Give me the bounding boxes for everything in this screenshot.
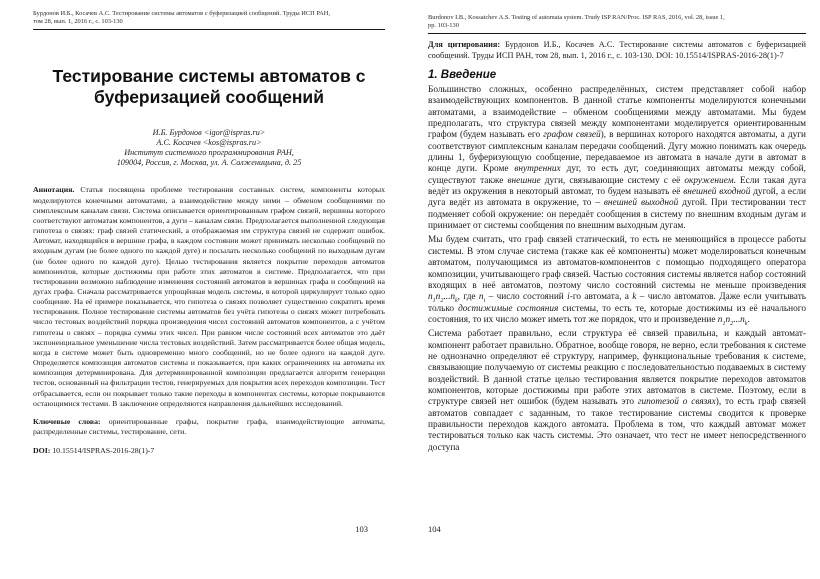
body-paragraph-2: Мы будем считать, что граф связей статический, то есть не меняющийся в процессе работы системы. В этом случае система (также как её компоненты) может моделироваться конечным автоматом, получающимся из автоматов-компонентов с помощью подходящего оператора композиции, учитывающего граф связей. Частью состояния системы является набор состояний входящих в неё автоматов, поэтому число состояний системы не меньше произведения $n_1n_2...n_k$, где $n_i$ – число состояний i-го автомата, а k – число автоматов. Даже если учитывать только достижимые состояния системы, то есть те, которые достижимы из её начального состояния, то их число может иметь тот же порядок, что и произведение $n_1n_2...n_k$.	[428, 235, 806, 327]
authors-block	[33, 128, 385, 169]
page-number-right: 104	[428, 524, 441, 534]
running-header-right-line1: Burdonov I.B., Kossatchev A.S. Testing of automata system. Trudy ISP RAN/Proc. ISP RAS, 2016, vol. 28, issue 1,	[428, 14, 725, 21]
citation-paragraph: Для цитирования: Бурдонов И.Б., Косачев А.С. Тестирование системы автоматов с буферизацией сообщений. Труды ИСП РАН, том 28, вып. 1, 2016 г., с. 103-130. DOI: 10.15514/ISPRAS-2016-28(1)-7	[428, 39, 806, 60]
author-line-2: А.С. Косачев <kos@ispras.ru>	[156, 137, 262, 147]
running-header-left	[33, 0, 385, 27]
body-paragraph-3: Система работает правильно, если структура её связей правильна, и каждый автомат-компонент работает правильно. Обратное, вообще говоря, не верно, если требования к системе не однозначно определяют её структуру, например, функциональные требования к системе, связывающие получаемую от системы реакцию с последовательностью подаваемых в систему воздействий. В данной статье целью тестирования является покрытие переходов автоматов компонентов, которые достижимы при работе этих автоматов в системе. Поэтому, если в структуре связей нет ошибок (будем называть это гипотезой о связях), то есть граф связей автоматов совпадает с заданным, то такое тестирование системы сводится к проверке правильности переходов каждого автомата. Проблема в том, что каждый автомат может тестироваться только как часть системы. Это означает, что тест не имеет непосредственного доступа	[428, 329, 807, 453]
right-text-column	[428, 0, 806, 454]
section-heading-introduction: 1. Введение	[428, 69, 497, 81]
doi-line: DOI: 10.15514/ISPRAS-2016-28(1)-7	[33, 446, 155, 456]
author-line-1: И.Б. Бурдонов <igor@ispras.ru>	[152, 127, 266, 137]
paper-title: Тестирование системы автоматов с буферизацией сообщений	[52, 65, 366, 108]
header-rule-left	[33, 29, 385, 30]
page-number-left: 103	[355, 524, 368, 534]
keywords-paragraph: Ключевые слова: ориентированные графы, покрытие графа, взаимодействующие автоматы, распределенные системы, тестирование, сети.	[33, 416, 385, 436]
abstract-paragraph: Аннотация. Статья посвящена проблеме тестирования составных систем, компоненты которых моделируются конечными автоматами, а взаимодействие между ними – обменом сообщениями по симплексным каналам связи. Система описывается ориентированным графом связей, вершины которого соответствуют автоматам компонентов, а дуги – каналам связи. Предполагается выполненной следующая гипотеза о связях: граф связей статический, а отображаемая им структура связей не содержит ошибок. Автомат, находящийся в вершине графа, в каждом состоянии может принимать несколько сообщений по входным дугам (не более одного по каждой дуге) и посылать несколько сообщений по выходным дугам (не более одного по каждой дуге). Целью тестирования является покрытие переходов автоматов компонентов, которые достижимы при работе этих автоматов в системе. Предполагается, что при тестировании возможно наблюдение изменения состояний автоматов в вершинах графа и сообщений на дугах графа. Сначала рассматривается упрощённая модель системы, в которой циркулирует только одно сообщение. На её примере показывается, что гипотеза о связях позволяет существенно сократить время тестирования. Полное тестирование системы автоматов без учёта гипотезы о связях может потребовать число тестовых воздействий порядка произведения чисел состояний автоматов компонентов, а с учётом гипотезы о связях – порядка суммы этих чисел. При равном числе состояний всех автоматов это даёт экспоненциальное уменьшение числа тестовых воздействий. Затем рассматривается более общая модель, когда в системе может быть одновременно много сообщений, но не более одного на каждой дуге. Определяется композиция автоматов системы и показывается, при каких ограничениях на автоматы их композиция детерминирована. Для детерминированной композиции предлагается алгоритм генерации тестов, основанный на фильтрации тестов, генерируемых для покрытия всех переходов композиции. Тест отбрасывается, если он покрывает только такие переходы в компонентах системы, которые покрываются остающимися тестами. В заключение определяются направления дальнейших исследований.	[33, 185, 385, 408]
running-header-left-line2: том 28, вып. 1, 2016 г., с. 103-130	[33, 18, 123, 26]
left-text-column	[33, 0, 385, 456]
body-paragraph-1: Большинство сложных, особенно распределённых, систем представляет собой набор взаимодействующих компонентов. В данной статье компоненты моделируются конечными автоматами, а взаимодействие – обменом сообщениями между автоматами. Мы будем предполагать, что структура связей между компонентами моделируется ориентированным графом (будем называть его графом связей), в вершинах которого находятся автоматы, а дуги соответствуют симплексным каналам передачи сообщений. Дугу можно понимать как очередь длины 1, буферизующую сообщение, передаваемое из автомата в начале дуги в автомат в конце дуги. Кроме внутренних дуг, то есть дуг, соединяющих автоматы между собой, существуют также внешние дуги, связывающие систему с её окружением. Если такая дуга ведёт из окружения в некоторый автомат, то будем называть её внешней входной дугой, а если дуга ведёт из автомата в окружение, то – внешней выходной дугой. При тестировании тест подменяет собой окружение: он передаёт сообщения в систему по внешним входным дугам и принимает от системы сообщения по внешним выходным дугам.	[428, 85, 807, 232]
affiliation-line-1: Институт системного программирования РАН,	[124, 148, 294, 157]
running-header-right	[428, 0, 806, 31]
affiliation-line-2: 109004, Россия, г. Москва, ул. А. Солженицына, д. 25	[116, 158, 302, 168]
page-right	[410, 0, 820, 579]
running-header-right-line2: pp. 103-130	[428, 22, 459, 30]
running-header-left-line1: Бурдонов И.Б., Косачев А.С. Тестирование системы автоматов с буферизацией сообщений. Труды ИСП РАН,	[33, 10, 330, 17]
header-rule-right	[428, 33, 806, 34]
